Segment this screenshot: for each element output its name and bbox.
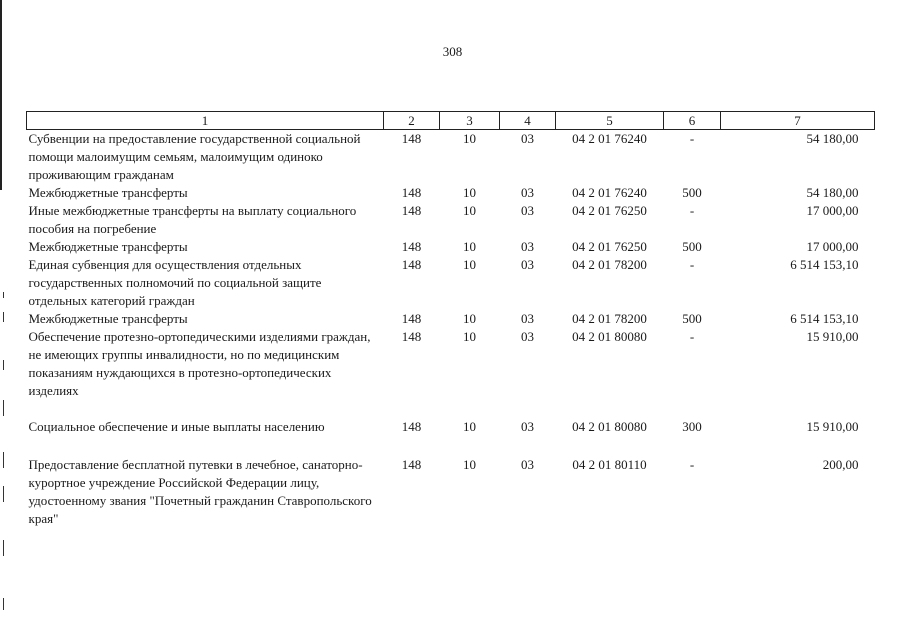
- cell-col5: 04 2 01 76250: [572, 239, 647, 254]
- cell-col2: 148: [401, 239, 422, 254]
- table-row: [27, 238, 875, 256]
- cell-amount: 6 514 153,10: [790, 257, 859, 272]
- cell-col3: 10: [463, 203, 476, 218]
- margin-mark: [3, 598, 4, 610]
- cell-col3: 10: [463, 185, 476, 200]
- header-cell: 7: [721, 112, 875, 130]
- cell-col6: -: [689, 329, 695, 344]
- cell-col4: 03: [521, 311, 534, 326]
- row-name: Межбюджетные трансферты: [28, 239, 188, 254]
- budget-table: [26, 111, 875, 528]
- cell-col3: 10: [463, 329, 476, 344]
- row-name: Межбюджетные трансферты: [28, 185, 188, 200]
- cell-col4: 03: [521, 457, 534, 472]
- header-cell: 5: [556, 112, 664, 130]
- margin-mark: [3, 452, 4, 468]
- header-row: [27, 112, 875, 130]
- page-number: 308: [442, 44, 463, 59]
- cell-col5: 04 2 01 76240: [572, 131, 647, 146]
- cell-amount: 54 180,00: [806, 185, 859, 200]
- left-margin-rule: [0, 0, 2, 190]
- cell-col2: 148: [401, 185, 422, 200]
- cell-col2: 148: [401, 203, 422, 218]
- header-cell: 2: [384, 112, 440, 130]
- cell-amount: 17 000,00: [806, 239, 859, 254]
- cell-col5: 04 2 01 80080: [572, 329, 647, 344]
- cell-col3: 10: [463, 419, 476, 434]
- margin-mark: [3, 312, 4, 322]
- row-name: Предоставление бесплатной путевки в лечебное, санаторно-курортное учреждение Российской Федерации лицу, удостоенному звания "Почетный гражданин Ставропольского края": [28, 457, 372, 526]
- table-row: [27, 418, 875, 456]
- margin-mark: [3, 540, 4, 556]
- margin-mark: [3, 486, 4, 502]
- row-name: Межбюджетные трансферты: [28, 311, 188, 326]
- cell-col2: 148: [401, 131, 422, 146]
- cell-col4: 03: [521, 419, 534, 434]
- row-name: Обеспечение протезно-ортопедическими изделиями граждан, не имеющих группы инвалидности, но по медицинским показаниям нуждающихся в протезно-ортопедических изделиях: [28, 329, 371, 398]
- cell-col2: 148: [401, 329, 422, 344]
- cell-amount: 54 180,00: [806, 131, 859, 146]
- cell-col6: -: [689, 457, 695, 472]
- header-cell: 6: [664, 112, 721, 130]
- cell-col2: 148: [401, 419, 422, 434]
- cell-col5: 04 2 01 78200: [572, 311, 647, 326]
- cell-col5: 04 2 01 80110: [572, 457, 647, 472]
- cell-col4: 03: [521, 329, 534, 344]
- cell-amount: 15 910,00: [806, 419, 859, 434]
- table-row: [27, 130, 875, 185]
- cell-col5: 04 2 01 76250: [572, 203, 647, 218]
- table-row: [27, 256, 875, 310]
- cell-col5: 04 2 01 80080: [572, 419, 647, 434]
- cell-col6: -: [689, 257, 695, 272]
- margin-mark: [3, 360, 4, 370]
- cell-col4: 03: [521, 185, 534, 200]
- cell-col4: 03: [521, 239, 534, 254]
- cell-amount: 200,00: [822, 457, 859, 472]
- cell-col3: 10: [463, 257, 476, 272]
- cell-amount: 17 000,00: [806, 203, 859, 218]
- cell-col2: 148: [401, 257, 422, 272]
- cell-col2: 148: [401, 311, 422, 326]
- cell-amount: 15 910,00: [806, 329, 859, 344]
- header-cell: 3: [440, 112, 500, 130]
- cell-col3: 10: [463, 131, 476, 146]
- header-cell: 1: [27, 112, 384, 130]
- cell-col6: -: [689, 131, 695, 146]
- table-row: [27, 310, 875, 328]
- cell-col6: -: [689, 203, 695, 218]
- cell-col3: 10: [463, 457, 476, 472]
- table-row: [27, 456, 875, 528]
- margin-mark: [3, 400, 4, 416]
- cell-col6: 300: [682, 419, 702, 434]
- table-row: [27, 184, 875, 202]
- cell-col6: 500: [682, 311, 702, 326]
- cell-col6: 500: [682, 185, 702, 200]
- cell-col6: 500: [682, 239, 702, 254]
- cell-col3: 10: [463, 239, 476, 254]
- row-name: Иные межбюджетные трансферты на выплату социального пособия на погребение: [28, 203, 357, 236]
- row-name: Единая субвенция для осуществления отдельных государственных полномочий по социальной защите отдельных категорий граждан: [28, 257, 322, 308]
- cell-col4: 03: [521, 257, 534, 272]
- cell-col3: 10: [463, 311, 476, 326]
- table-row: [27, 328, 875, 418]
- cell-amount: 6 514 153,10: [790, 311, 859, 326]
- cell-col4: 03: [521, 131, 534, 146]
- cell-col4: 03: [521, 203, 534, 218]
- cell-col5: 04 2 01 78200: [572, 257, 647, 272]
- table-row: [27, 202, 875, 238]
- row-name: Субвенции на предоставление государственной социальной помощи малоимущим семьям, малоимущим одиноко проживающим гражданам: [28, 131, 361, 182]
- margin-mark: [3, 292, 4, 298]
- cell-col5: 04 2 01 76240: [572, 185, 647, 200]
- row-name: Социальное обеспечение и иные выплаты населению: [28, 419, 325, 434]
- header-cell: 4: [500, 112, 556, 130]
- cell-col2: 148: [401, 457, 422, 472]
